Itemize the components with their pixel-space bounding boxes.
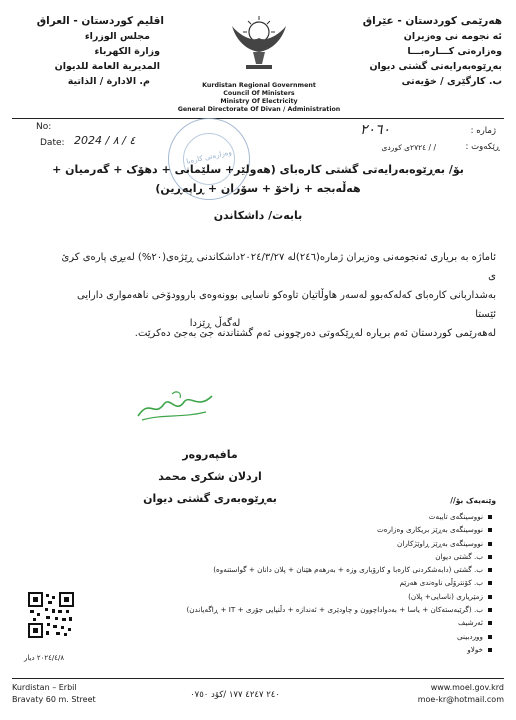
cc-item: زمێریاری (ناسایی+ پلان) — [110, 590, 492, 603]
ref-number-label: ژماره : — [470, 126, 496, 136]
ref-no-label: No: — [36, 122, 52, 132]
header-center-line3: Ministry Of Electricity — [220, 98, 298, 105]
header-left — [14, 14, 164, 89]
ministry-stamp-text: وەزارەتی کارەبا — [185, 148, 233, 166]
body-line1: ئاماژە بە بریاری ئەنجومەنی وەزیران ژمارە(٢٤٦)لە ٢٠٢٤/٣/٢٧داشکاندنی ڕێژەی(٢٠%) لەبڕی پارەی کرێ ی — [61, 252, 496, 282]
subject-block — [48, 160, 468, 225]
header-left-unit: م. الادارة / الذاتية — [67, 76, 150, 87]
footer-address-line2: Bravaty 60 m. Street — [12, 695, 96, 704]
header-right-unit: ب. کارگێری / خۆیەتی — [401, 76, 502, 87]
header-left-directorate: المديرية العامة للديوان — [54, 61, 160, 72]
cc-item: نووسینگەی بەڕێز ڕاوێژکاران — [110, 537, 492, 550]
signature-icon — [132, 388, 218, 424]
subject-line3: بابەت/ داشکاندن — [213, 209, 303, 222]
bullet-icon — [488, 608, 492, 612]
cc-item: ب. (گرێبەستەکان + یاسا + بەدواداچوون و چاودێری + ئەندازە + دڵنیایی جۆری + IT + ڕاگەیاندن) — [110, 603, 492, 616]
subject-line1: بۆ/ بەڕێوەبەرایەتی گشتی کارەبای (هەولێر+ سلێمانی + دهۆک + گەرمیان + — [52, 163, 464, 176]
cc-item: نووسینگەی تایبەت — [110, 510, 492, 523]
signature-signoff: مافپەروەر — [182, 448, 238, 461]
cc-item: خولاو — [110, 643, 492, 656]
ref-date-label-ku: ڕێکەوت : — [465, 142, 500, 152]
bullet-icon — [488, 555, 492, 559]
cc-item: نووسینگەی بەڕێز بریکاری وەزارەت — [110, 523, 492, 536]
bullet-icon — [488, 581, 492, 585]
bullet-icon — [488, 595, 492, 599]
signature-title: بەڕێوەبەری گشتی دیوان — [143, 492, 277, 505]
qr-date: ٢٠٢٤/٤/٨ دیار — [24, 654, 65, 662]
signature-block — [120, 444, 300, 510]
subject-line2: هەڵەبجە + زاخۆ + سۆران + ڕاپەڕین) — [155, 182, 361, 195]
cc-item: ئەرشیف — [110, 616, 492, 629]
qr-code-icon — [28, 592, 74, 638]
footer-contact — [396, 682, 504, 706]
body-closing: لەگەڵ ڕێزدا — [189, 318, 241, 329]
cc-list — [110, 510, 492, 656]
bullet-icon — [488, 515, 492, 519]
bullet-icon — [488, 542, 492, 546]
cc-item: ووردبینی — [110, 630, 492, 643]
signature-name: اردلان شکری محمد — [158, 470, 262, 483]
ref-date-label: Date: — [40, 138, 65, 148]
cc-item: ب. گشتی دیوان — [110, 550, 492, 563]
bullet-icon — [488, 635, 492, 639]
kurdistan-emblem-icon — [226, 12, 292, 74]
header-right-council: ئه نجومه نی وەزیران — [403, 31, 502, 42]
ref-date-value: 2024 / ٤ / ٨ — [74, 134, 136, 147]
header-right-ministry: وەزارەتی کـــارەبـــا — [407, 46, 502, 57]
bullet-icon — [488, 568, 492, 572]
ref-number-value: ٢٠٦٠ — [360, 122, 391, 138]
header-center-line4: General Directorate Of Divan / Administration — [177, 106, 341, 113]
header-center-line2: Council Of Ministers — [223, 90, 295, 97]
ref-date-suffix: / / ٢٧٢٤ی کوردی — [381, 143, 436, 152]
header-left-region: اقليم كوردستان - العراق — [36, 15, 164, 27]
header-right-directorate: بەڕێوەبەرایەتی گشتی دیوان — [369, 61, 502, 72]
cc-item: ب. کۆنترۆڵی ناوەندی هەرێم — [110, 576, 492, 589]
body-line3: لەهەرێمی کوردستان ئەم بریارە لەڕێکەوتی دەرچوونی ئەم گشتاندنە جێ بەجێ دەکرێت. — [134, 328, 496, 339]
header-right-region: هەرێمی کوردستان - عێراق — [362, 15, 502, 27]
cc-heading: وێنەیەک بۆ// — [450, 496, 496, 505]
footer-website[interactable]: www.moel.gov.krd — [430, 683, 504, 692]
cc-item: ب. گشتی (دابەشکردنی کارەبا و کارۆباری وزە + بەرهەم هێنان + پلان دانان + گواستنەوە) — [110, 563, 492, 576]
footer-address-line1: Kurdistan – Erbil — [12, 683, 77, 692]
bullet-icon — [488, 648, 492, 652]
bullet-icon — [488, 528, 492, 532]
header-left-council: مجلس الوزراء — [84, 31, 150, 42]
footer-address — [12, 682, 96, 706]
header-right — [330, 14, 502, 89]
footer-phone: ٢٤٠ ٤٢٤٧ ١٧٧ /کۆد ٠٧٥٠ — [190, 690, 280, 700]
header-left-ministry: وزارة الكهرباء — [94, 46, 160, 57]
bullet-icon — [488, 621, 492, 625]
header-center — [174, 82, 344, 114]
footer-email[interactable]: moe-kr@hotmail.com — [417, 695, 504, 704]
header-divider — [12, 118, 504, 119]
footer-divider — [12, 678, 504, 679]
header-center-line1: Kurdistan Regional Government — [202, 82, 316, 89]
body-line2: بەشداربانی کارەبای کەلەکەبوو لەسەر هاوڵاتیان تاوەکو ناسایی بوونەوەی باروودۆخی ناهەمواری دارایی ئێستا — [76, 290, 496, 320]
